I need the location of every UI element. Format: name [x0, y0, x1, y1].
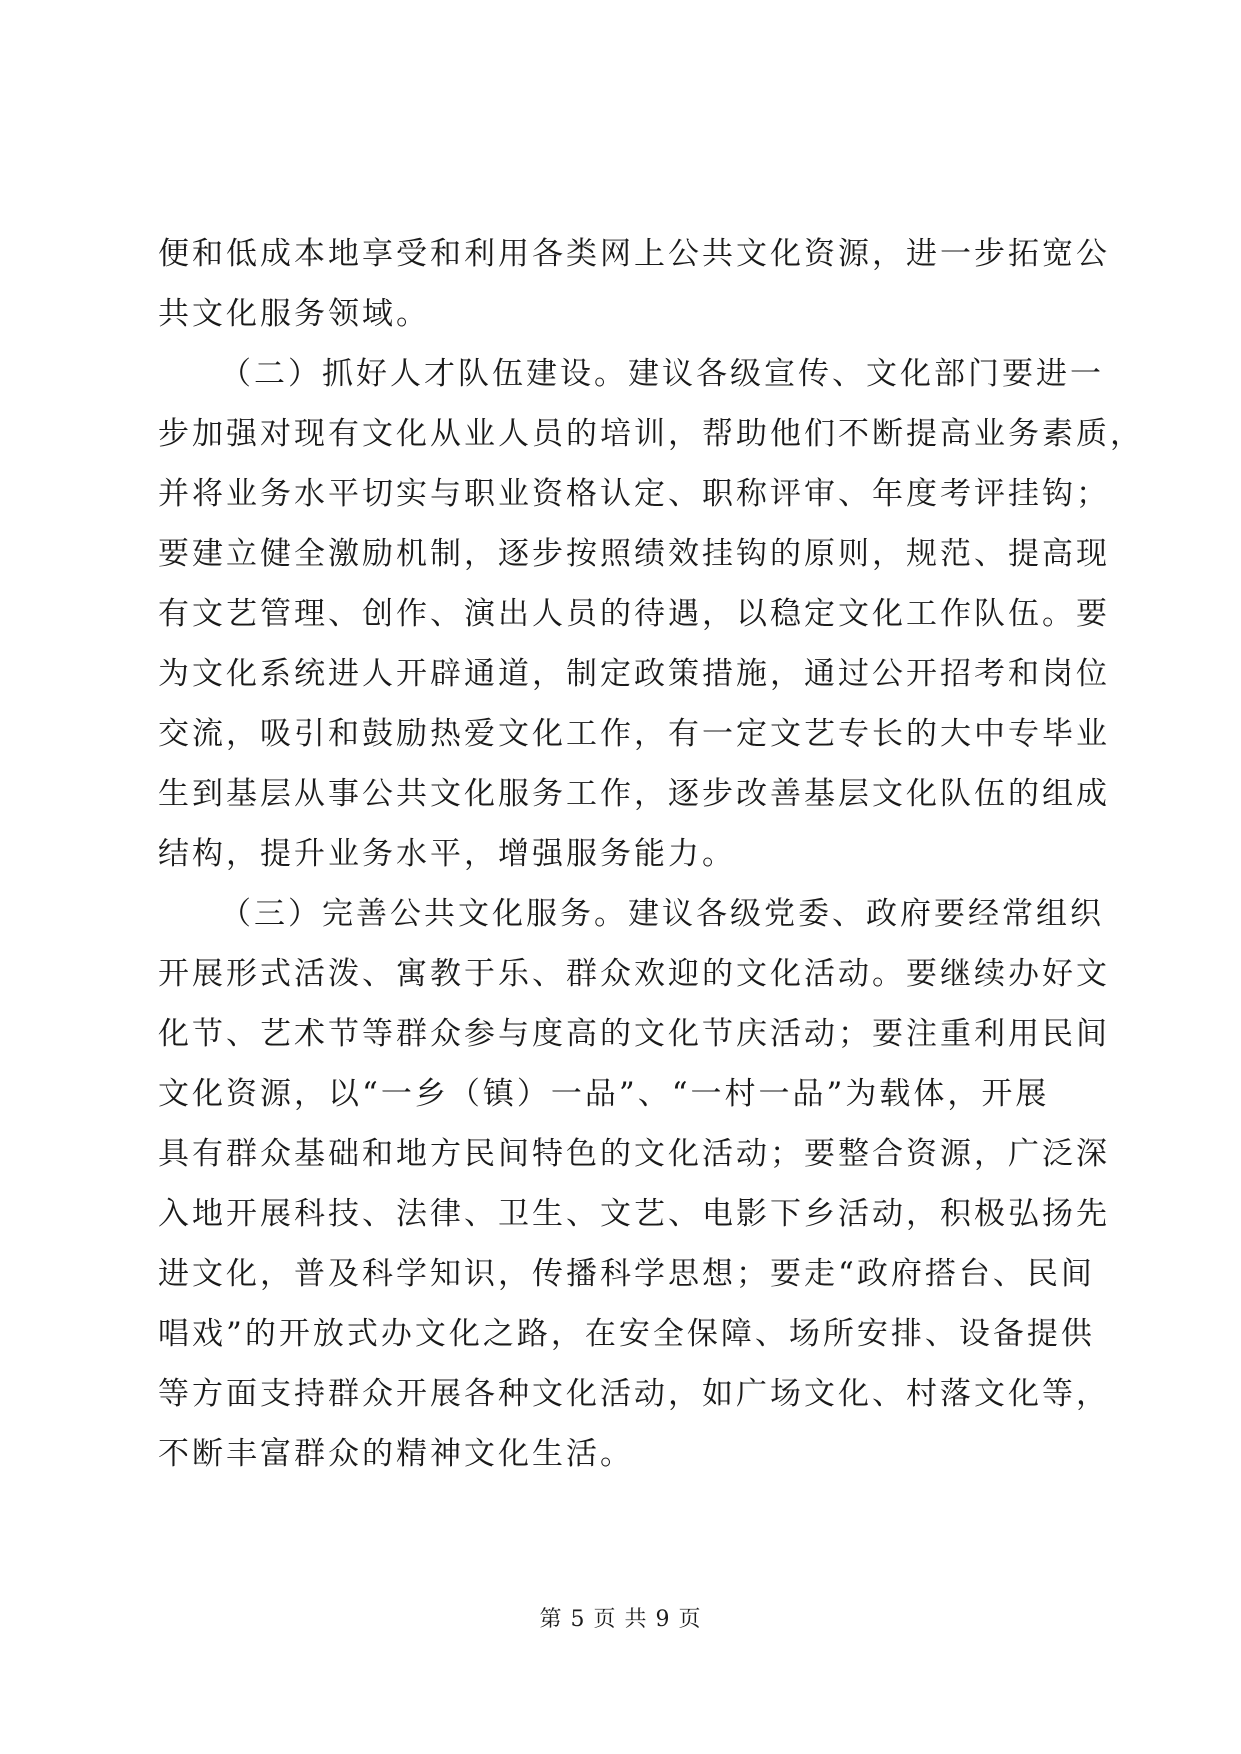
text-line: 唱戏”的开放式办文化之路，在安全保障、场所安排、设备提供 [158, 1316, 1095, 1352]
text-line: 生到基层从事公共文化服务工作，逐步改善基层文化队伍的组成 [158, 776, 1110, 812]
text-line: 有文艺管理、创作、演出人员的待遇，以稳定文化工作队伍。要 [158, 596, 1110, 632]
text-line: 进文化，普及科学知识，传播科学思想；要走“政府搭台、民间 [158, 1256, 1095, 1292]
text-line: 便和低成本地享受和利用各类网上公共文化资源，进一步拓宽公 [158, 236, 1110, 272]
text-line-paragraph-start: （二）抓好人才队伍建设。建议各级宣传、文化部门要进一 [220, 356, 1104, 392]
text-line: 文化资源，以“一乡（镇）一品”、“一村一品”为载体，开展 [158, 1076, 1050, 1112]
text-line: 要建立健全激励机制，逐步按照绩效挂钩的原则，规范、提高现 [158, 536, 1110, 572]
text-line: 入地开展科技、法律、卫生、文艺、电影下乡活动，积极弘扬先 [158, 1196, 1110, 1232]
page-footer: 第 5 页 共 9 页 [539, 1607, 702, 1632]
text-line: 交流，吸引和鼓励热爱文化工作，有一定文艺专长的大中专毕业 [158, 716, 1110, 752]
text-line: 步加强对现有文化从业人员的培训，帮助他们不断提高业务素质， [158, 416, 1144, 452]
text-line: 并将业务水平切实与职业资格认定、职称评审、年度考评挂钩； [158, 476, 1110, 512]
text-line-paragraph-start: （三）完善公共文化服务。建议各级党委、政府要经常组织 [220, 896, 1104, 932]
text-line: 等方面支持群众开展各种文化活动，如广场文化、村落文化等， [158, 1376, 1110, 1412]
text-line: 开展形式活泼、寓教于乐、群众欢迎的文化活动。要继续办好文 [158, 956, 1110, 992]
text-line: 具有群众基础和地方民间特色的文化活动；要整合资源，广泛深 [158, 1136, 1110, 1172]
text-line: 化节、艺术节等群众参与度高的文化节庆活动；要注重利用民间 [158, 1016, 1110, 1052]
text-line: 结构，提升业务水平，增强服务能力。 [158, 836, 736, 872]
text-line: 共文化服务领域。 [158, 296, 430, 332]
text-line: 为文化系统进人开辟通道，制定政策措施，通过公开招考和岗位 [158, 656, 1110, 692]
text-line: 不断丰富群众的精神文化生活。 [158, 1436, 634, 1472]
